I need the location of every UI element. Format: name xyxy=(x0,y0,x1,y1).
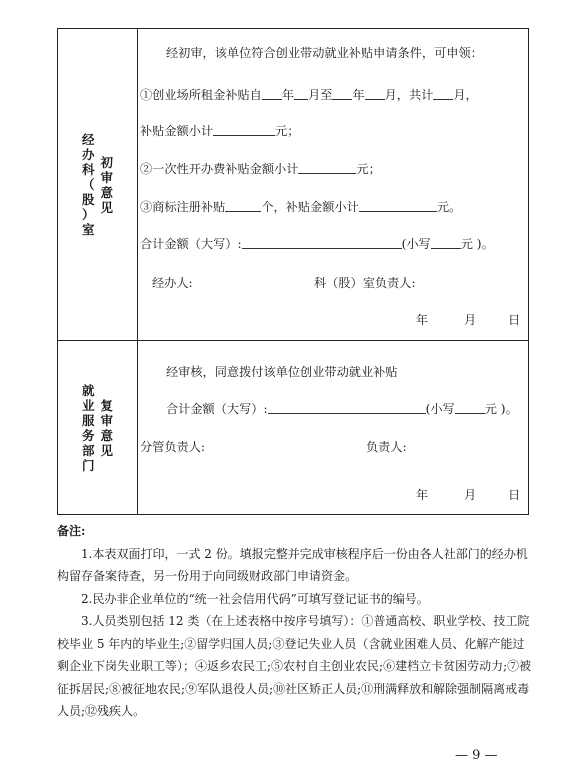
notes-section xyxy=(57,520,535,723)
initial-review-intro: 经初审，该单位符合创业带动就业补贴申请条件，可申领： xyxy=(166,46,483,60)
final-small-suffix: 元 )。 xyxy=(484,402,518,416)
dept-label-column xyxy=(82,132,95,237)
text-year-2: 年 xyxy=(352,88,365,102)
opinion-label-char: 初 xyxy=(100,154,114,170)
dept-label-char: 科 xyxy=(81,162,95,177)
date-day: 日 xyxy=(508,313,521,327)
dept-label-char: ） xyxy=(81,207,95,222)
note-item-2: 2.民办非企业单位的“统一社会信用代码”可填写登记证书的编号。 xyxy=(81,591,429,606)
final-opinion-label-char: 见 xyxy=(100,442,114,458)
startup-fee-label: ②一次性开办费补贴金额小计 xyxy=(140,162,299,176)
blank-startup-fee[interactable] xyxy=(298,161,356,174)
opinion-label-char: 见 xyxy=(100,199,114,215)
blank-final-total-digits[interactable] xyxy=(455,401,485,414)
rent-subsidy-prefix: ①创业场所租金补贴自 xyxy=(140,88,262,102)
approval-form-table xyxy=(57,28,529,515)
date-month: 月 xyxy=(464,313,477,327)
trademark-line xyxy=(140,198,461,215)
initial-review-label xyxy=(58,29,138,340)
blank-end-year[interactable] xyxy=(332,87,352,100)
dept-label-char: 股 xyxy=(81,192,95,207)
service-dept-label-column xyxy=(82,383,95,473)
rent-subtotal-line xyxy=(140,122,300,139)
final-opinion-label-char: 审 xyxy=(100,412,114,428)
handler-label: 经办人: xyxy=(152,276,193,290)
service-dept-label-char: 就 xyxy=(81,382,95,398)
blank-trademark-count[interactable] xyxy=(225,199,261,212)
text-month-end: 月， xyxy=(453,88,478,102)
startup-fee-line xyxy=(140,160,381,177)
total-amount-label: 合计金额（大写）: xyxy=(140,237,242,251)
rent-subsidy-line xyxy=(140,86,478,103)
final-opinion-label-char: 复 xyxy=(100,397,114,413)
service-dept-label-char: 部 xyxy=(81,442,95,458)
text-yuan-3: 元。 xyxy=(436,200,462,214)
trademark-label: ③商标注册补贴 xyxy=(140,200,226,214)
text-year: 年 xyxy=(281,88,295,102)
final-date-year: 年 xyxy=(416,488,429,502)
blank-trademark-subtotal[interactable] xyxy=(359,199,437,212)
final-review-label xyxy=(58,341,138,514)
blank-total-months[interactable] xyxy=(433,87,453,100)
final-review-section xyxy=(58,340,528,514)
final-small-prefix: (小写 xyxy=(425,402,455,416)
final-opinion-label-column xyxy=(101,398,114,458)
dept-label-char: 经 xyxy=(81,132,95,147)
text-yuan-2: 元； xyxy=(356,162,381,176)
blank-final-total-words[interactable] xyxy=(268,401,426,414)
text-yuan: 元； xyxy=(275,124,300,138)
trademark-subtotal-label: 个，补贴金额小计 xyxy=(261,200,359,214)
note-item-1: 1.本表双面打印，一式 2 份。填报完整并完成审核程序后一份由各人社部门的经办机构留存备案待查，另一份用于向同级财政部门申请资金。 xyxy=(57,546,528,583)
responsible-label: 负责人: xyxy=(366,440,407,454)
notes-title: 备注: xyxy=(57,524,86,538)
initial-review-section xyxy=(58,29,528,340)
service-dept-label-char: 务 xyxy=(81,427,95,443)
total-amount-line xyxy=(140,235,494,252)
initial-review-content xyxy=(138,29,528,340)
rent-subtotal-label: 补贴金额小计 xyxy=(140,124,214,138)
blank-start-month[interactable] xyxy=(294,87,308,100)
small-amount-suffix: 元 )。 xyxy=(460,237,494,251)
blank-end-month[interactable] xyxy=(365,87,385,100)
final-review-content xyxy=(138,341,528,514)
dept-label-char: （ xyxy=(81,177,95,192)
blank-rent-subtotal[interactable] xyxy=(213,123,275,136)
leader-label: 分管负责人: xyxy=(140,440,206,454)
blank-total-amount-digits[interactable] xyxy=(431,236,461,249)
dept-head-label: 科（股）室负责人: xyxy=(314,276,416,290)
dept-label-char: 办 xyxy=(81,147,95,162)
final-date-month: 月 xyxy=(464,488,477,502)
text-month-total: 月，共计 xyxy=(384,88,434,102)
dept-label-char: 室 xyxy=(81,222,95,237)
service-dept-label-char: 业 xyxy=(81,397,95,413)
opinion-label-char: 审 xyxy=(100,169,114,185)
service-dept-label-char: 服 xyxy=(81,412,95,428)
opinion-label-column xyxy=(101,155,114,215)
blank-start-year[interactable] xyxy=(262,87,282,100)
final-total-label: 合计金额（大写）: xyxy=(166,402,268,416)
final-date-day: 日 xyxy=(508,488,521,502)
small-amount-prefix: (小写 xyxy=(401,237,431,251)
blank-total-amount-words[interactable] xyxy=(242,236,402,249)
text-month-to: 月至 xyxy=(308,88,333,102)
opinion-label-char: 意 xyxy=(100,184,114,200)
final-opinion-label-char: 意 xyxy=(100,427,114,443)
page-number: — 9 — xyxy=(455,748,498,763)
final-total-line xyxy=(166,400,518,417)
service-dept-label-char: 门 xyxy=(81,457,95,473)
date-year: 年 xyxy=(416,313,429,327)
final-review-intro: 经审核，同意拨付该单位创业带动就业补贴 xyxy=(166,365,398,379)
note-item-3: 3.人员类别包括 12 类（在上述表格中按序号填写）：①普通高校、职业学校、技工院校毕业 5 年内的毕业生;②留学归国人员;③登记失业人员（含就业困难人员、化解产能过剩企业下岗失业职工等）；④返乡农民工;⑤农村自主创业农民;⑥建档立卡贫困劳动力;⑦被征拆居民;⑧被征地农民;⑨军队退役人员;⑩社区矫正人员;⑪刑满释放和解除强制隔离戒毒人员;⑫残疾人。 xyxy=(57,614,532,718)
